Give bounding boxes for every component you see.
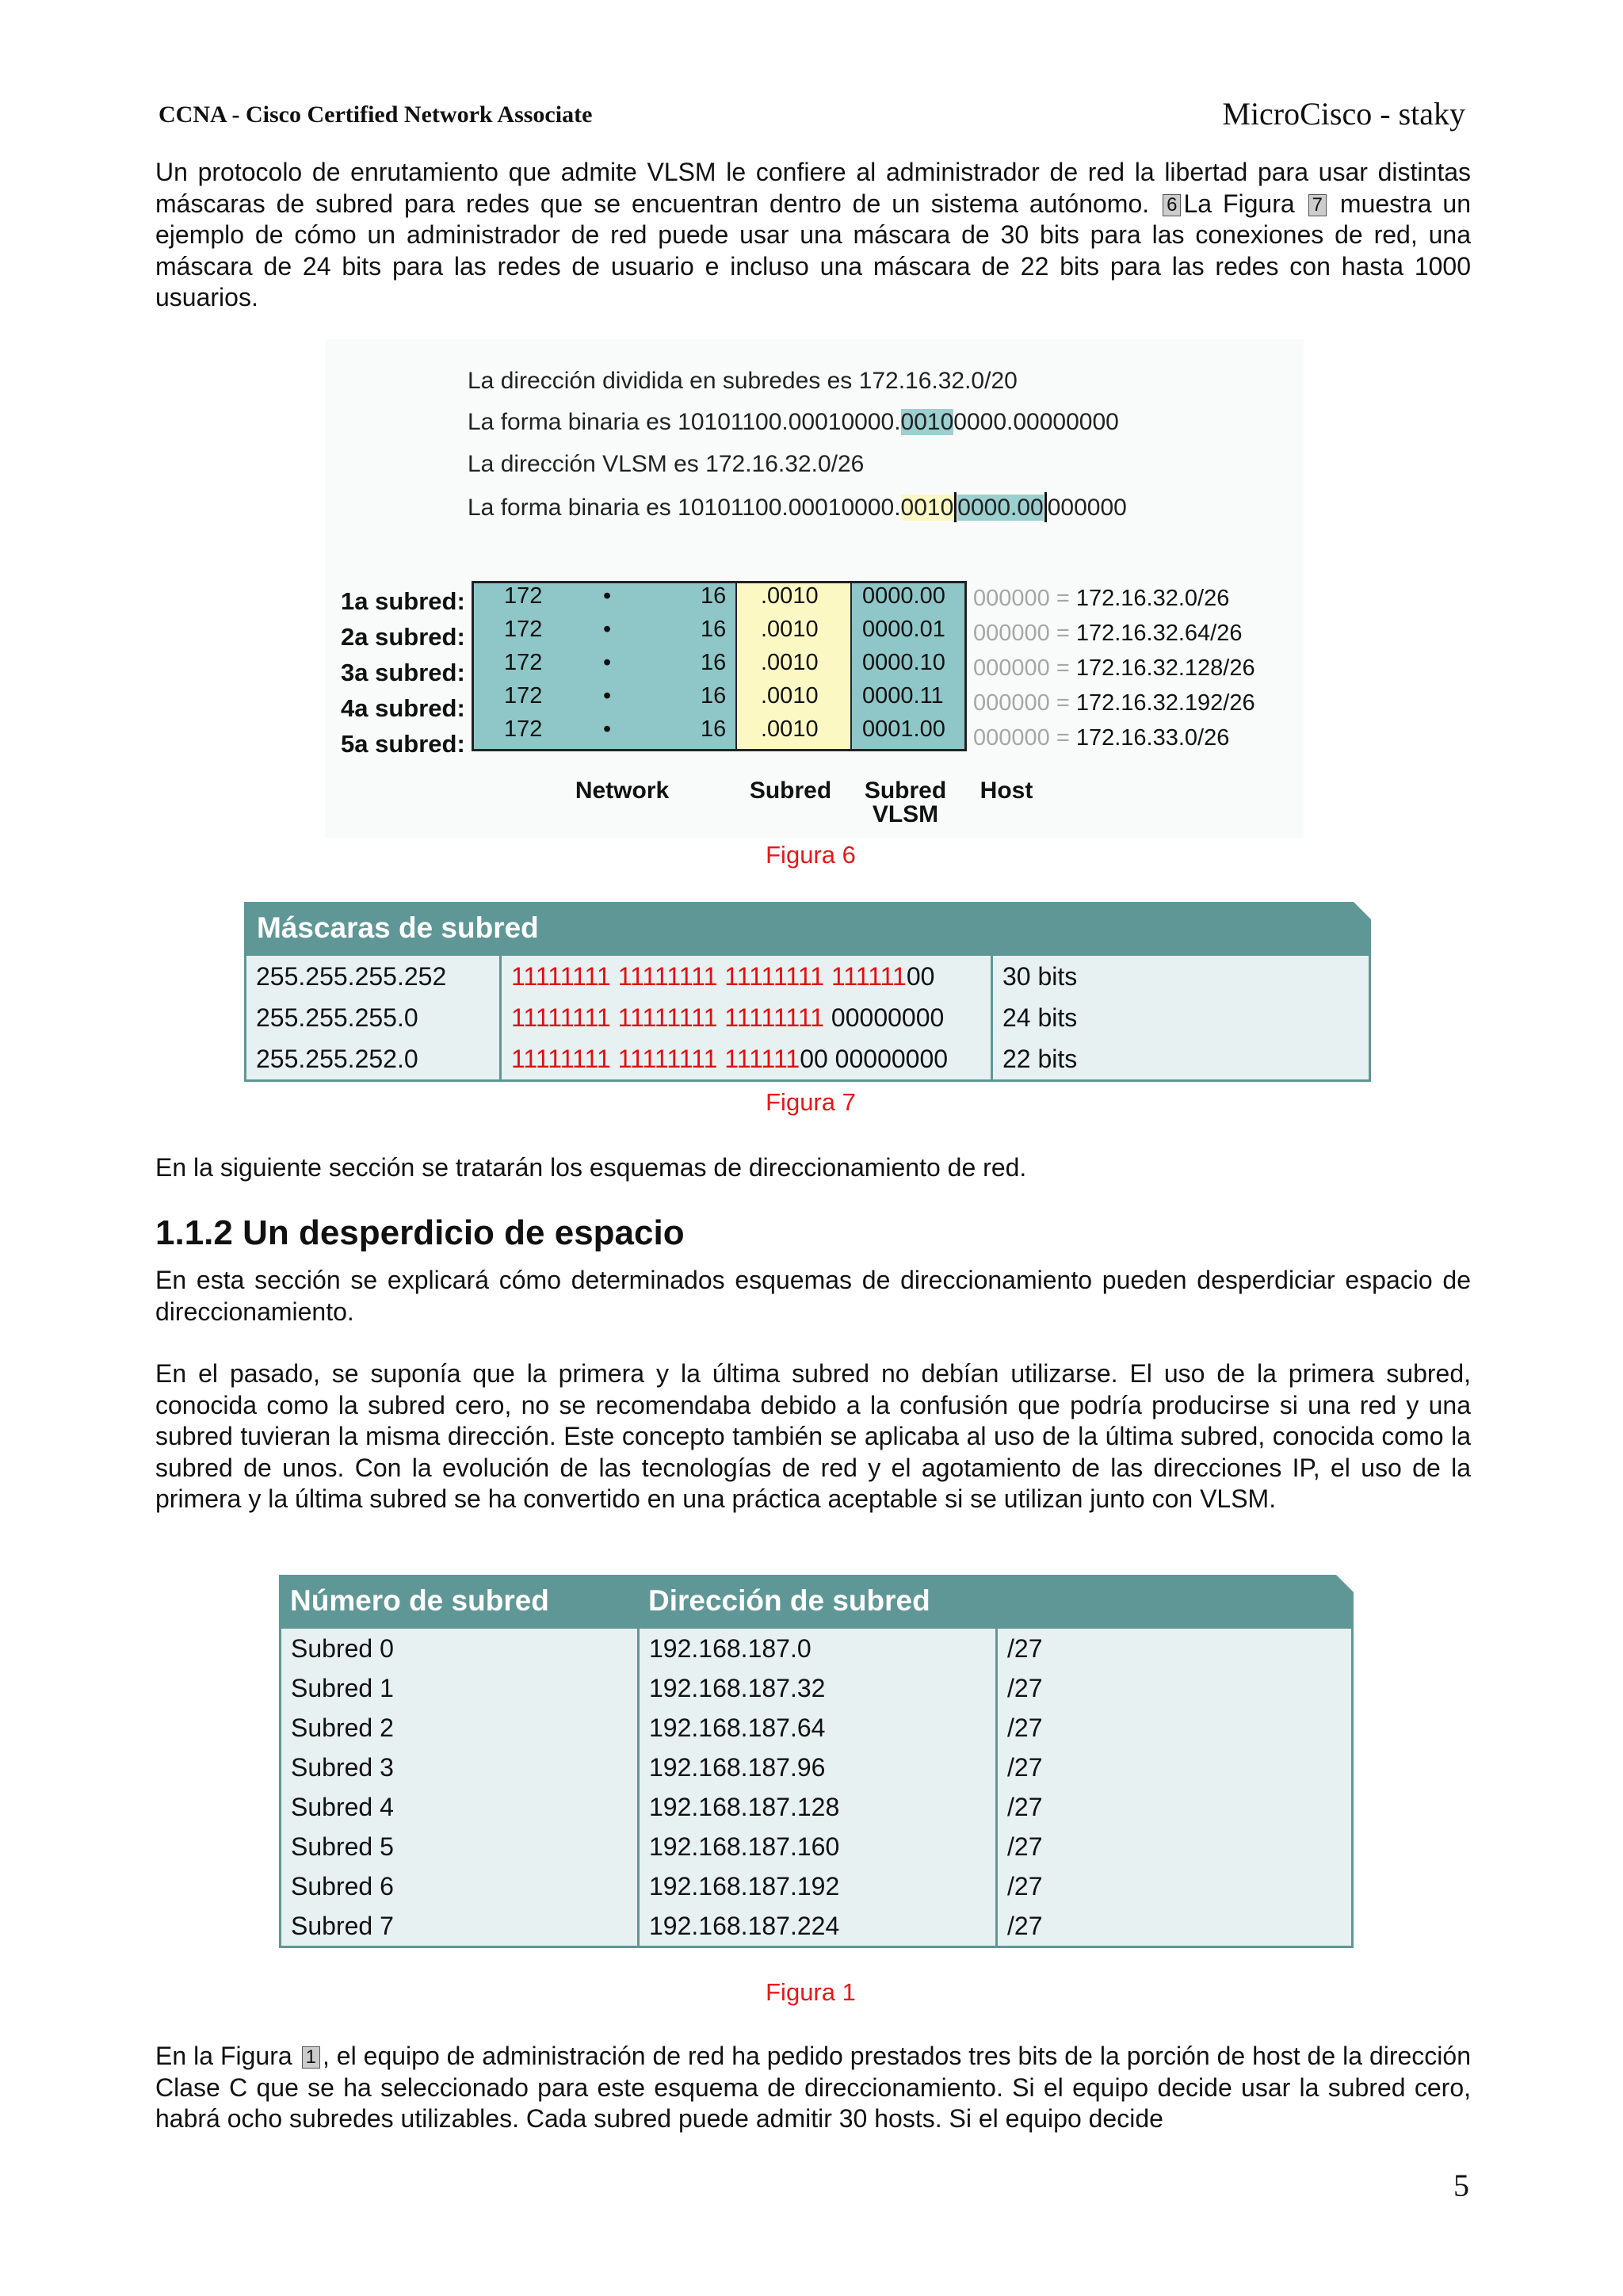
subnet-table-row — [279, 1827, 1354, 1869]
fig6-line-4-subnet-bits: 0010 — [900, 495, 954, 521]
subnet-addr: 192.168.187.224 — [640, 1906, 998, 1946]
closing-paragraph — [155, 2041, 1471, 2135]
subnet-addr: 192.168.187.160 — [640, 1827, 998, 1866]
fig6-line-4 — [468, 492, 1127, 522]
subnet-label: 5a subred: — [341, 730, 465, 758]
subnet-bits: .0010 — [761, 683, 819, 709]
mask-binary-zeros: 00 — [906, 962, 935, 991]
mask-binary — [502, 956, 993, 997]
octet-b: 16 — [701, 650, 727, 675]
octet-b: 16 — [701, 617, 727, 642]
fig6-col-vlsm-line-1: Subred — [864, 777, 947, 804]
host-zeros: 000000 — [973, 621, 1050, 646]
subnet-prefix: /27 — [1007, 1753, 1043, 1782]
figure-6-link[interactable]: 6 — [1163, 194, 1181, 216]
mask-binary-ones: 11111111 11111111 111111 — [511, 1045, 800, 1073]
host-zeros: 000000 — [973, 655, 1050, 681]
figure-6 — [325, 339, 1304, 839]
subnet-prefix: /27 — [1007, 1832, 1043, 1861]
subnet-prefix: /27 — [1007, 1634, 1043, 1663]
mask-binary — [502, 997, 993, 1038]
next-section-paragraph: En la siguiente sección se tratarán los esquemas de direccionamiento de red. — [155, 1153, 1027, 1182]
header-title: CCNA - Cisco Certified Network Associate — [158, 101, 593, 128]
fig6-subnet-labels — [341, 583, 465, 762]
subnet-bits: .0010 — [761, 716, 819, 742]
vlsm-bits: 0000.00 — [862, 583, 945, 609]
fig6-divider — [1044, 492, 1047, 522]
fig6-col-network: Network — [575, 777, 670, 804]
intro-text-c: muestra un ejemplo de cómo un administrador de red puede usar una máscara de 30 bits para las conexiones de red, una máscara de 24 bits para las redes de usuario e incluso una máscara de 22 bits para las redes con hasta 1000 usuarios. — [155, 189, 1472, 311]
equals: = — [1056, 586, 1070, 611]
equals: = — [1056, 725, 1070, 751]
fig6-line-2-prefix: La forma binaria es 10101100.00010000. — [468, 409, 901, 435]
subnet-row — [474, 716, 964, 751]
dot: • — [603, 716, 612, 742]
subnet-table-row — [279, 1668, 1354, 1710]
figure-7-link[interactable]: 7 — [1308, 194, 1327, 216]
subnet-table-row — [279, 1866, 1354, 1908]
subnet-address: 172.16.32.0/26 — [1075, 586, 1230, 611]
header-author: MicroCisco - staky — [1222, 96, 1465, 132]
subnet-label: 4a subred: — [341, 694, 465, 722]
subnet-name: Subred 2 — [281, 1708, 640, 1748]
fig6-line-2 — [468, 409, 1119, 436]
subnet-label: 3a subred: — [341, 659, 465, 686]
section-paragraph-1: En esta sección se explicará cómo determinados esquemas de direccionamiento pueden desperdiciar espacio de direccionamiento. — [155, 1266, 1471, 1326]
vlsm-bits: 0000.11 — [862, 683, 944, 709]
intro-text-a: Un protocolo de enrutamiento que admite VLSM le confiere al administrador de red la libertad para usar distintas máscaras de subred para redes que se encuentran dentro de un sistema autónomo. — [155, 158, 1471, 218]
mask-binary-ones: 11111111 11111111 11111111 111111 — [511, 962, 907, 991]
fig6-divider — [954, 492, 957, 522]
figure-1 — [279, 1575, 1354, 1961]
mask-binary-zeros: 00 00000000 — [800, 1045, 949, 1073]
subnet-addr: 192.168.187.192 — [640, 1866, 998, 1906]
mask-binary-zeros: 00000000 — [824, 1003, 945, 1032]
subnet-name: Subred 6 — [281, 1866, 640, 1906]
octet-a: 172 — [504, 650, 543, 675]
closing-text-b: , el equipo de administración de red ha pedido prestados tres bits de la porción de host de la dirección Clase C que se ha seleccionado para este esquema de direccionamiento. Si el equipo decide usar la subred cero, habrá ocho subredes utilizables. Cada subred puede admitir 30 hosts. Si el equipo decide — [155, 2042, 1472, 2133]
subnet-label: 2a subred: — [341, 623, 465, 651]
mask-value: 255.255.255.252 — [246, 956, 502, 997]
dot: • — [603, 583, 612, 609]
subnet-label: 1a subred: — [341, 587, 465, 615]
intro-paragraph — [155, 157, 1471, 314]
page-number: 5 — [1453, 2168, 1469, 2203]
fig6-line-3: La dirección VLSM es 172.16.32.0/26 — [468, 451, 865, 477]
subnet-address: 172.16.32.192/26 — [1075, 690, 1255, 716]
octet-a: 172 — [504, 583, 543, 609]
subnet-name: Subred 3 — [281, 1748, 640, 1787]
equals: = — [1056, 621, 1070, 646]
subnet-address: 172.16.32.64/26 — [1075, 621, 1243, 646]
mask-binary — [502, 1038, 993, 1079]
host-zeros: 000000 — [973, 690, 1050, 716]
fig6-line-4-prefix: La forma binaria es 10101100.00010000. — [468, 495, 901, 521]
host-row — [973, 720, 1255, 755]
fig6-col-host: Host — [980, 777, 1033, 804]
dot: • — [603, 650, 612, 675]
fig6-col-vlsm-line-2: VLSM — [872, 801, 939, 827]
mask-bits: 22 bits — [1002, 1045, 1078, 1073]
subnet-name: Subred 0 — [281, 1629, 640, 1668]
octet-a: 172 — [504, 617, 543, 642]
figure-7 — [244, 902, 1371, 1087]
host-row — [973, 651, 1255, 686]
subnet-addr: 192.168.187.64 — [640, 1708, 998, 1748]
subnet-addr: 192.168.187.32 — [640, 1668, 998, 1708]
mask-bits: 24 bits — [1002, 1003, 1078, 1032]
subnet-bits: .0010 — [761, 650, 819, 675]
fig6-line-1: La dirección dividida en subredes es 172.16.32.0/20 — [468, 368, 1018, 394]
fig6-line-2-rest: 0000.00000000 — [953, 409, 1119, 435]
fig1-col-address: Dirección de subred — [648, 1584, 930, 1617]
subnet-row — [474, 583, 964, 618]
octet-b: 16 — [701, 716, 727, 742]
figure-1-caption: Figura 1 — [766, 1978, 856, 2006]
fig6-host-column — [973, 581, 1255, 755]
dot: • — [603, 617, 612, 642]
section-paragraph-2: En el pasado, se suponía que la primera y la última subred no debían utilizarse. El uso de la primera subred, conocida como la subred cero, no se recomendaba debido a la confusión que podría producirse si una red y una subred tuvieran la misma dirección. Este concepto también se aplicaba al uso de la última subred, conocida como la subred de unos. Con la evolución de las tecnologías de red y el agotamiento de las direcciones IP, el uso de la primera y la última subred se ha convertido en una práctica aceptable si se utilizan junto con VLSM. — [155, 1359, 1471, 1513]
subnet-bits: .0010 — [761, 617, 819, 642]
octet-a: 172 — [504, 716, 543, 742]
intro-text-b: La Figura — [1183, 189, 1295, 218]
octet-a: 172 — [504, 683, 543, 709]
subnet-table-row — [279, 1787, 1354, 1829]
fig6-line-4-vlsm-bits: 0000.00 — [957, 495, 1044, 521]
subnet-prefix: /27 — [1007, 1912, 1043, 1940]
figure-6-caption: Figura 6 — [766, 841, 856, 869]
octet-b: 16 — [701, 583, 727, 609]
mask-binary-ones: 11111111 11111111 11111111 — [511, 1003, 825, 1032]
figure-1-link[interactable]: 1 — [302, 2046, 320, 2069]
host-row — [973, 686, 1255, 720]
subnet-table-row — [279, 1748, 1354, 1790]
subnet-addr: 192.168.187.128 — [640, 1787, 998, 1827]
subnet-address: 172.16.32.128/26 — [1075, 655, 1255, 681]
subnet-name: Subred 5 — [281, 1827, 640, 1866]
host-row — [973, 581, 1255, 616]
mask-bits: 30 bits — [1002, 962, 1078, 991]
subnet-table-row — [279, 1708, 1354, 1750]
vlsm-bits: 0000.10 — [862, 650, 945, 675]
subnet-addr: 192.168.187.96 — [640, 1748, 998, 1787]
subnet-table-row — [279, 1906, 1354, 1948]
subnet-prefix: /27 — [1007, 1713, 1043, 1742]
subnet-name: Subred 1 — [281, 1668, 640, 1708]
equals: = — [1056, 690, 1070, 716]
subnet-name: Subred 7 — [281, 1906, 640, 1946]
vlsm-bits: 0000.01 — [862, 617, 945, 642]
figure-7-caption: Figura 7 — [766, 1088, 856, 1116]
subnet-bits: .0010 — [761, 583, 819, 609]
mask-row — [244, 997, 1371, 1041]
mask-row — [244, 953, 1371, 999]
subnet-address: 172.16.33.0/26 — [1075, 725, 1230, 751]
subnet-addr: 192.168.187.0 — [640, 1629, 998, 1668]
host-row — [973, 616, 1255, 651]
section-heading: 1.1.2 Un desperdicio de espacio — [155, 1213, 685, 1252]
fig6-line-2-highlight: 0010 — [900, 409, 954, 435]
fig7-header: Máscaras de subred — [244, 902, 1371, 953]
mask-row — [244, 1038, 1371, 1082]
subnet-name: Subred 4 — [281, 1787, 640, 1827]
fig6-col-vlsm — [848, 779, 963, 827]
host-zeros: 000000 — [973, 725, 1050, 751]
fig1-header — [279, 1575, 1354, 1626]
equals: = — [1056, 655, 1070, 681]
subnet-prefix: /27 — [1007, 1872, 1043, 1901]
mask-value: 255.255.255.0 — [246, 997, 502, 1038]
fig6-line-4-rest: 000000 — [1047, 495, 1127, 521]
subnet-prefix: /27 — [1007, 1793, 1043, 1821]
vlsm-bits: 0001.00 — [862, 716, 945, 742]
dot: • — [603, 683, 612, 709]
subnet-row — [474, 650, 964, 685]
closing-text-a: En la Figura — [155, 2042, 292, 2070]
subnet-table-row — [279, 1626, 1354, 1671]
fig1-col-number: Número de subred — [290, 1584, 549, 1617]
fig6-col-subred: Subred — [749, 777, 832, 804]
mask-value: 255.255.252.0 — [246, 1038, 502, 1079]
fig6-subnet-grid — [472, 581, 967, 751]
octet-b: 16 — [701, 683, 727, 709]
subnet-row — [474, 683, 964, 718]
subnet-row — [474, 617, 964, 651]
subnet-prefix: /27 — [1007, 1674, 1043, 1702]
host-zeros: 000000 — [973, 586, 1050, 611]
